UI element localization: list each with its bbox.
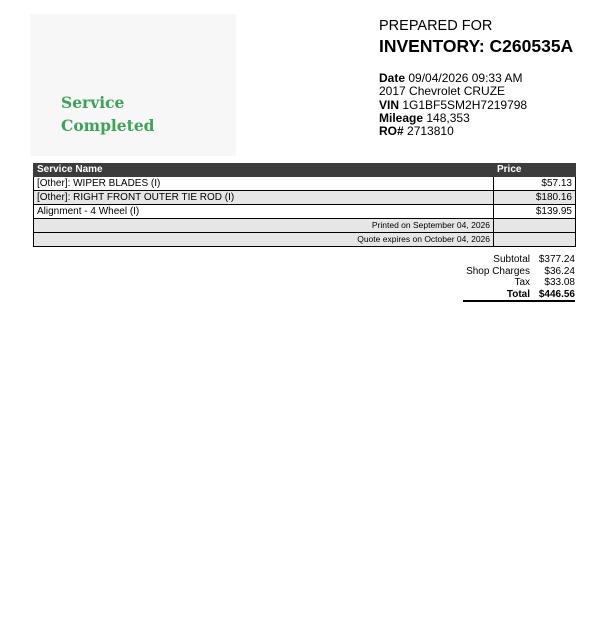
service-name-cell: Alignment - 4 Wheel (I) — [34, 205, 494, 219]
printed-on-blank-cell — [494, 219, 576, 233]
subtotal-row — [463, 254, 575, 266]
price-cell: $180.16 — [494, 191, 576, 205]
price-cell: $57.13 — [494, 177, 576, 191]
vehicle-info — [379, 72, 527, 138]
subtotal-value: $377.24 — [538, 254, 575, 265]
price-header: Price — [494, 164, 576, 177]
printed-on-text: Printed on September 04, 2026 — [34, 219, 494, 233]
service-name-header: Service Name — [34, 164, 494, 177]
service-name-cell: [Other]: RIGHT FRONT OUTER TIE ROD (I) — [34, 191, 494, 205]
quote-expires-blank-cell — [494, 233, 576, 247]
table-row — [34, 191, 576, 205]
vehicle-line: 2017 Chevrolet CRUZE — [379, 84, 506, 99]
stamp-line-2: Completed — [61, 116, 155, 135]
subtotal-label: Subtotal — [493, 254, 530, 265]
vin-value: 1G1BF5SM2H7219798 — [402, 97, 528, 112]
total-line — [463, 289, 575, 303]
tax-value: $33.08 — [544, 277, 575, 288]
shop-charges-label: Shop Charges — [466, 265, 530, 277]
quote-expires-text: Quote expires on October 04, 2026 — [34, 233, 494, 247]
quote-expires-row — [34, 233, 576, 247]
stamp-line-1: Service — [61, 93, 125, 112]
service-name-cell: [Other]: WIPER BLADES (I) — [34, 177, 494, 191]
total-row — [463, 289, 575, 303]
mileage-value: 148,353 — [426, 110, 470, 125]
total-label: Total — [506, 288, 530, 300]
table-row — [34, 205, 576, 219]
ro-value: 2713810 — [407, 124, 454, 139]
date-line — [379, 72, 527, 85]
shop-charges-row — [463, 266, 575, 278]
table-row — [34, 177, 576, 191]
price-cell: $139.95 — [494, 205, 576, 219]
service-completed-label — [61, 91, 155, 137]
total-value: $446.56 — [538, 288, 575, 300]
shop-charges-value: $36.24 — [544, 265, 575, 277]
ro-line — [379, 125, 527, 138]
mileage-label: Mileage — [379, 110, 424, 125]
inventory-title: INVENTORY: C260535A — [379, 36, 574, 56]
service-table — [33, 163, 576, 247]
vin-line — [379, 99, 527, 112]
date-value: 09/04/2026 09:33 AM — [408, 71, 523, 85]
ro-label: RO# — [379, 124, 404, 139]
date-label: Date — [379, 71, 406, 85]
vin-label: VIN — [379, 97, 400, 112]
prepared-for-label: PREPARED FOR — [379, 18, 493, 34]
totals-block — [463, 254, 575, 302]
tax-label: Tax — [514, 277, 530, 288]
table-header-row — [34, 164, 576, 177]
tax-row — [463, 277, 575, 289]
printed-on-row — [34, 219, 576, 233]
mileage-line — [379, 112, 527, 125]
